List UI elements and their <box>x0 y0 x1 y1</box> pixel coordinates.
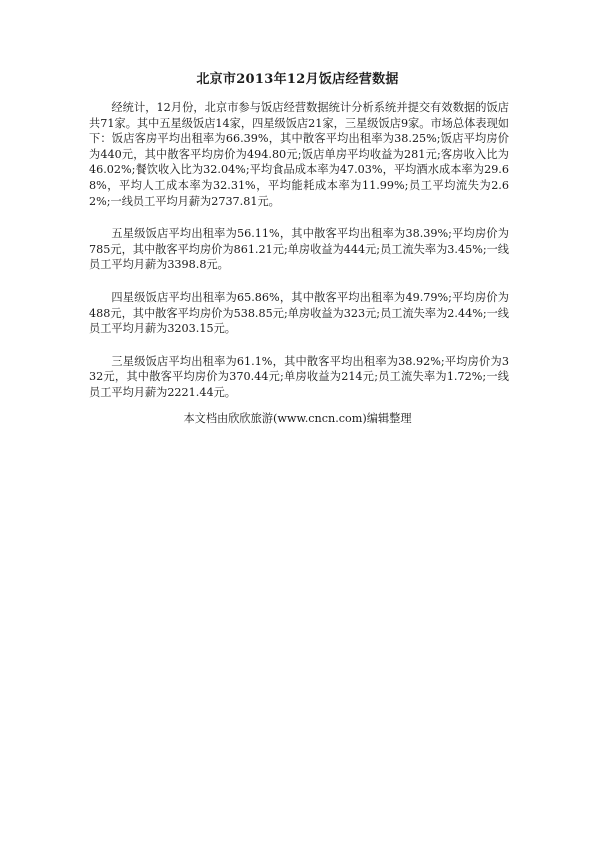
document-body <box>89 100 509 418</box>
paragraph-overall-market: 经统计，12月份，北京市参与饭店经营数据统计分析系统并提交有效数据的饭店共71家。其中五星级饭店14家，四星级饭店21家，三星级饭店9家。市场总体表现如下：饭店客房平均出租率为66.39%，其中散客平均出租率为38.25%;饭店平均房价为440元，其中散客平均房价为494.80元;饭店单房平均收益为281元;客房收入比为46.02%;餐饮收入比为32.04%;平均食品成本率为47.03%，平均酒水成本率为29.68%，平均人工成本率为32.31%，平均能耗成本率为11.99%;员工平均流失为2.62%;一线员工平均月薪为2737.81元。 <box>89 101 509 208</box>
document-title: 北京市2013年12月饭店经营数据 <box>196 72 399 87</box>
paragraph-four-star: 四星级饭店平均出租率为65.86%，其中散客平均出租率为49.79%;平均房价为488元，其中散客平均房价为538.85元;单房收益为323元;员工流失率为2.44%;一线员工平均月薪为3203.15元。 <box>89 290 509 336</box>
paragraph-three-star: 三星级饭店平均出租率为61.1%，其中散客平均出租率为38.92%;平均房价为332元，其中散客平均房价为370.44元;单房收益为214元;员工流失率为1.72%;一线员工平均月薪为2221.44元。 <box>89 354 509 399</box>
paragraph-five-star: 五星级饭店平均出租率为56.11%，其中散客平均出租率为38.39%;平均房价为785元，其中散客平均房价为861.21元;单房收益为444元;员工流失率为3.45%;一线员工平均月薪为3398.8元。 <box>89 227 509 272</box>
source-note: 本文档由欣欣旅游(www.cncn.com)编辑整理 <box>183 412 412 425</box>
